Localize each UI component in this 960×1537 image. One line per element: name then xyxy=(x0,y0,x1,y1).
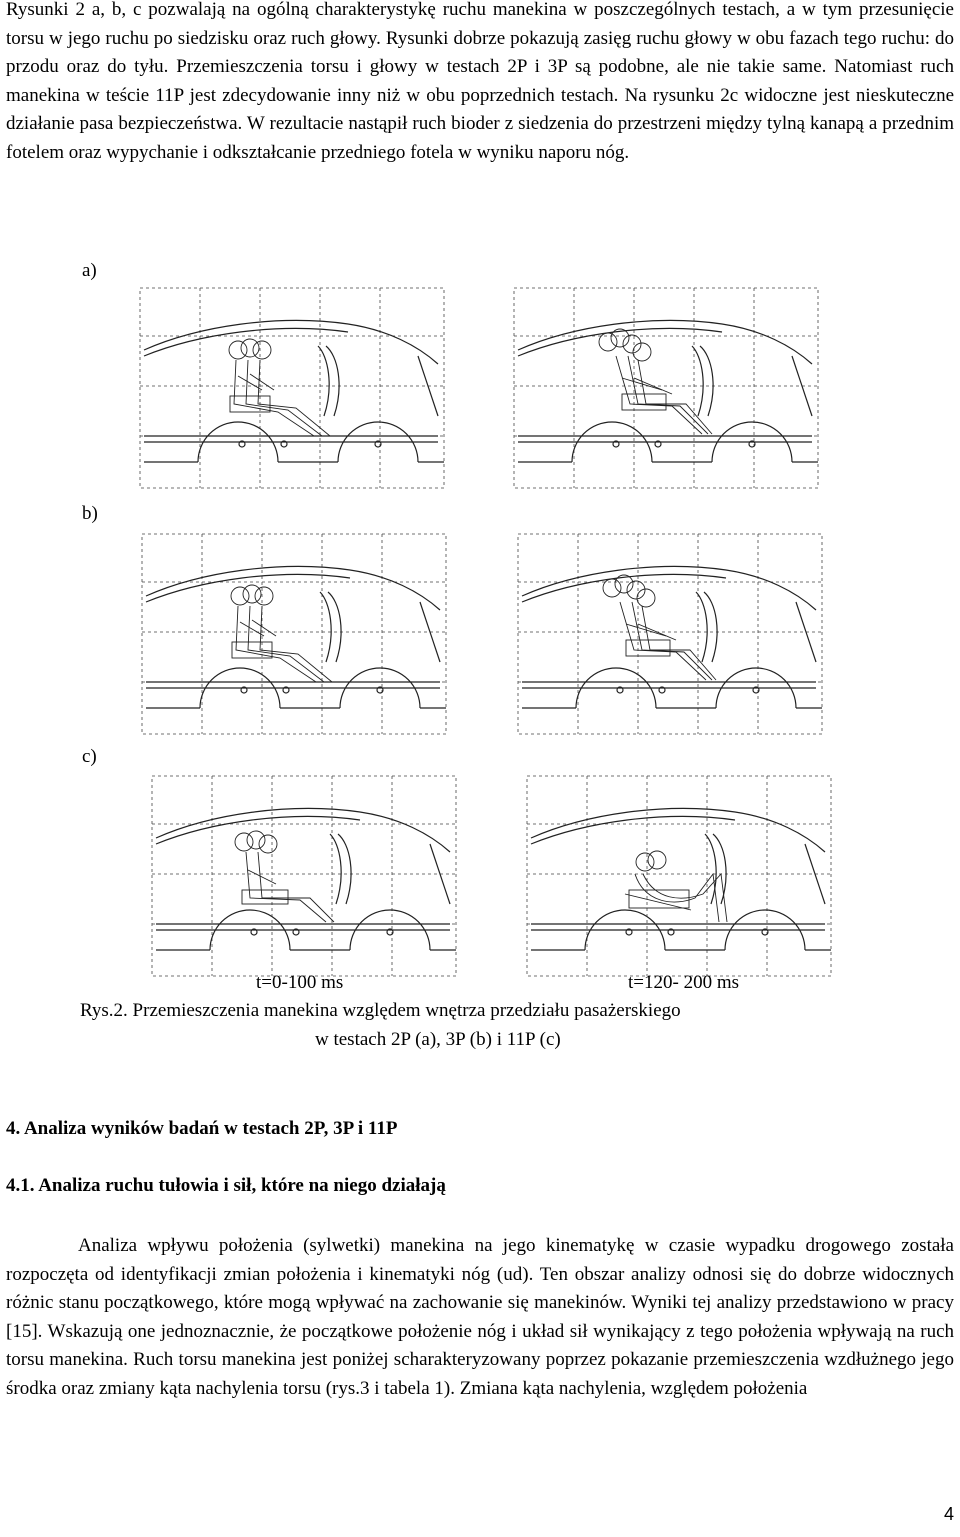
time-label-right: t=120- 200 ms xyxy=(628,972,739,993)
section-heading: 4. Analiza wyników badań w testach 2P, 3P i 11P xyxy=(6,1118,398,1139)
figure-panel-b-right xyxy=(516,532,826,738)
figure-panel-a-left xyxy=(138,286,448,492)
figure-caption-line2: w testach 2P (a), 3P (b) i 11P (c) xyxy=(315,1029,561,1050)
figure-panel-c-left xyxy=(150,774,460,980)
figure-panel-a-right xyxy=(512,286,822,492)
figure-label-c: c) xyxy=(82,746,97,767)
page-number: 4 xyxy=(943,1504,954,1524)
figure-label-b: b) xyxy=(82,503,98,524)
figure-panel-b-left xyxy=(140,532,450,738)
intro-paragraph: Rysunki 2 a, b, c pozwalają na ogólną charakterystykę ruchu manekina w poszczególnych testach, a w tym przesunięcie torsu w jego ruchu po siedzisku oraz ruch głowy. Rysunki dobrze pokazują zasięg ruchu głowy w obu fazach tego ruchu: do przodu oraz do tyłu. Przemieszczenia torsu i głowy w testach 2P i 3P są podobne, ale nie takie same. Natomiast ruch manekina w teście 11P jest zdecydowanie inny niż w obu poprzednich testach. Na rysunku 2c widoczne jest nieskuteczne działanie pasa bezpieczeństwa. W rezultacie nastąpił ruch bioder z siedzenia do przestrzeni między tylną kanapą a przednim fotelem oraz wypychanie i odkształcanie przedniego fotela w wyniku naporu nóg. xyxy=(6,0,954,163)
figure-panel-c-right xyxy=(525,774,835,980)
figure-label-a: a) xyxy=(82,260,97,281)
body-paragraph: Analiza wpływu położenia (sylwetki) manekina na jego kinematykę w czasie wypadku drogowego została rozpoczęta od identyfikacji zmian położenia i kinematyki nóg (ud). Ten obszar analizy odnosi się do dobrze widocznych różnic stanu początkowego, które mogą wpływać na zachowanie się manekinów. Wyniki tej analizy przedstawiono w pracy [15]. Wskazują one jednoznacznie, że początkowe położenie nóg i układ sił wynikający z tego położenia wpływają na ruch torsu manekina. Ruch torsu manekina jest poniżej scharakteryzowany poprzez pokazanie przemieszczenia wzdłużnego jego środka oraz zmiany kąta nachylenia torsu (rys.3 i tabela 1). Zmiana kąta nachylenia, względem położenia xyxy=(6,1235,954,1399)
figure-caption-line1: Rys.2. Przemieszczenia manekina względem wnętrza przedziału pasażerskiego xyxy=(80,1000,681,1021)
time-label-left: t=0-100 ms xyxy=(256,972,344,993)
subsection-heading: 4.1. Analiza ruchu tułowia i sił, które na niego działają xyxy=(6,1175,446,1196)
